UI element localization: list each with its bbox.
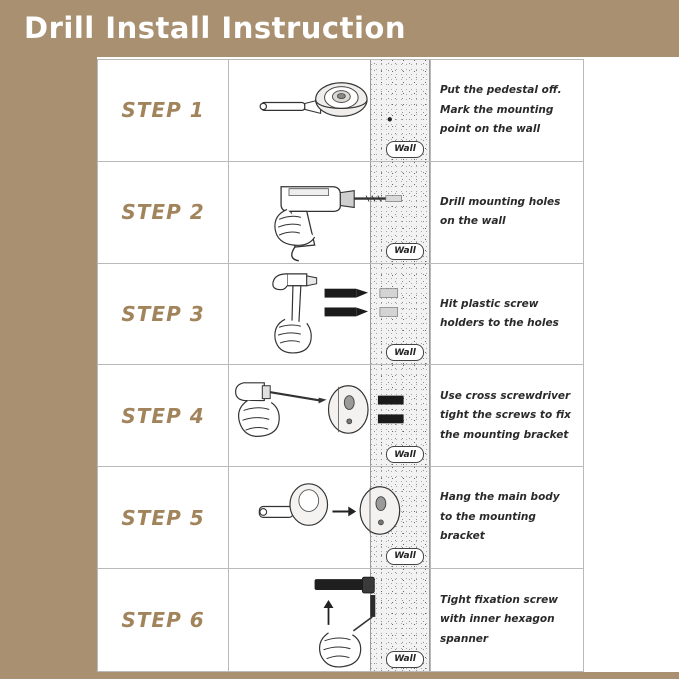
table-row	[98, 60, 583, 162]
left-margin-strip	[0, 57, 97, 679]
step-description: Drill mounting holes on the wall	[440, 195, 561, 228]
step-number-cell	[98, 264, 229, 365]
step-description: Use cross screwdriver tight the screws to fix the mounting bracket	[440, 389, 571, 441]
step-description-cell	[431, 162, 583, 263]
page-title: Drill Install Instruction	[24, 11, 406, 45]
table-row	[98, 569, 583, 671]
step-illustration-cell	[229, 60, 431, 161]
step-number-cell	[98, 365, 229, 466]
table-row	[98, 365, 583, 467]
step-description-cell	[431, 60, 583, 161]
step-description: Hang the main body to the mounting bracket	[440, 491, 560, 543]
step-description-cell	[431, 569, 583, 671]
step-label: STEP 2	[121, 200, 205, 225]
step-label: STEP 6	[121, 607, 205, 632]
wall-label: Wall	[386, 548, 424, 565]
table-row	[98, 264, 583, 366]
steps-table	[97, 59, 584, 672]
step-label: STEP 4	[121, 403, 205, 428]
step-label: STEP 3	[121, 301, 205, 326]
step-illustration-cell	[229, 467, 431, 568]
wall-label: Wall	[386, 651, 424, 668]
step-description-cell	[431, 365, 583, 466]
step-illustration-cell	[229, 365, 431, 466]
step-description: Tight fixation screw with inner hexagon spanner	[440, 593, 558, 645]
step-number-cell	[98, 162, 229, 263]
right-margin-strip	[584, 57, 679, 679]
step-description: Put the pedestal off. Mark the mounting point on the wall	[440, 84, 562, 136]
step-number-cell	[98, 569, 229, 671]
wall-label: Wall	[386, 243, 424, 260]
step-number-cell	[98, 467, 229, 568]
wall-label: Wall	[386, 141, 424, 158]
step-label: STEP 1	[121, 98, 205, 123]
step-description: Hit plastic screw holders to the holes	[440, 297, 559, 329]
wall-label: Wall	[386, 446, 424, 463]
table-row	[98, 162, 583, 264]
bottom-margin-strip	[0, 672, 679, 679]
step-illustration-cell	[229, 569, 431, 671]
table-row	[98, 467, 583, 569]
step-description-cell	[431, 264, 583, 365]
step-number-cell	[98, 60, 229, 161]
step-illustration-cell	[229, 162, 431, 263]
step-label: STEP 5	[121, 505, 205, 530]
step-description-cell	[431, 467, 583, 568]
step-illustration-cell	[229, 264, 431, 365]
wall-label: Wall	[386, 344, 424, 361]
